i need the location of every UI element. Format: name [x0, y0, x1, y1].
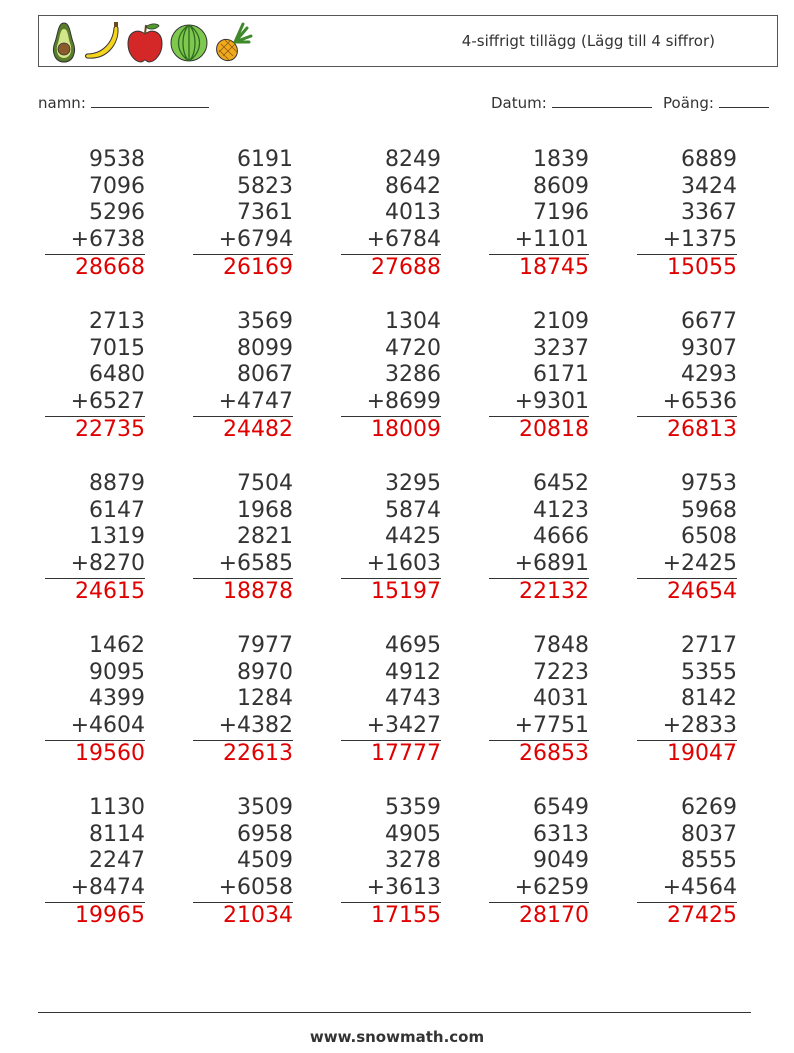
addend: 7977 — [237, 633, 293, 658]
addend: 8067 — [237, 362, 293, 388]
score-blank[interactable] — [719, 93, 769, 108]
addition-problem — [193, 795, 293, 930]
addend: 1319 — [89, 524, 145, 550]
score-field — [663, 93, 769, 112]
addend: 1462 — [89, 633, 145, 658]
addend: 8609 — [533, 173, 589, 199]
addend: 7223 — [533, 659, 589, 685]
answer: 27688 — [371, 254, 441, 280]
addend: +8474 — [45, 875, 145, 903]
answer: 19965 — [75, 902, 145, 928]
date-label: Datum: — [491, 94, 547, 112]
score-label: Poäng: — [663, 94, 714, 112]
name-label: namn: — [38, 94, 86, 112]
addend: +6585 — [193, 551, 293, 579]
addend: +4604 — [45, 713, 145, 741]
addend: 3295 — [385, 471, 441, 496]
addition-problem — [341, 633, 441, 768]
addend: 3237 — [533, 335, 589, 361]
addend: +2833 — [637, 713, 737, 741]
addend: 6452 — [533, 471, 589, 496]
addition-problem — [489, 309, 589, 444]
addend: 7196 — [533, 200, 589, 226]
addend: +6784 — [341, 227, 441, 255]
addend: 8555 — [681, 848, 737, 874]
addend: 8114 — [89, 821, 145, 847]
addition-problem — [637, 795, 737, 930]
addend: 6313 — [533, 821, 589, 847]
addend: 7361 — [237, 200, 293, 226]
addend: 3424 — [681, 173, 737, 199]
addend: 4031 — [533, 686, 589, 712]
addend: 2717 — [681, 633, 737, 658]
addend: 1839 — [533, 147, 589, 172]
addend: 4743 — [385, 686, 441, 712]
addition-problem — [637, 633, 737, 768]
banana-icon — [83, 20, 121, 64]
addend: 1304 — [385, 309, 441, 334]
answer: 21034 — [223, 902, 293, 928]
name-blank[interactable] — [91, 93, 209, 108]
answer: 15197 — [371, 578, 441, 604]
addend: 4905 — [385, 821, 441, 847]
answer: 26813 — [667, 416, 737, 442]
addition-problem — [193, 633, 293, 768]
answer: 18009 — [371, 416, 441, 442]
answer: 22735 — [75, 416, 145, 442]
addend: 2247 — [89, 848, 145, 874]
addend: +8270 — [45, 551, 145, 579]
addend: +6891 — [489, 551, 589, 579]
addend: +6259 — [489, 875, 589, 903]
addend: 7015 — [89, 335, 145, 361]
addend: +2425 — [637, 551, 737, 579]
answer: 17155 — [371, 902, 441, 928]
addition-problem — [489, 147, 589, 282]
answer: 18745 — [519, 254, 589, 280]
addend: +8699 — [341, 389, 441, 417]
addition-problem — [489, 471, 589, 606]
addend: 3367 — [681, 200, 737, 226]
addend: 2713 — [89, 309, 145, 334]
fruit-icons — [49, 20, 253, 64]
addend: 4013 — [385, 200, 441, 226]
addend: +6058 — [193, 875, 293, 903]
name-field — [38, 93, 209, 112]
addition-problem — [637, 147, 737, 282]
answer: 24654 — [667, 578, 737, 604]
addition-problem — [45, 471, 145, 606]
answer: 22132 — [519, 578, 589, 604]
addend: 6147 — [89, 497, 145, 523]
addend: +4747 — [193, 389, 293, 417]
addend: 8142 — [681, 686, 737, 712]
addend: 5296 — [89, 200, 145, 226]
avocado-icon — [49, 20, 79, 64]
addend: 4293 — [681, 362, 737, 388]
addend: +6738 — [45, 227, 145, 255]
addend: +4382 — [193, 713, 293, 741]
answer: 19047 — [667, 740, 737, 766]
addition-problem — [45, 795, 145, 930]
addend: 8099 — [237, 335, 293, 361]
addend: 6677 — [681, 309, 737, 334]
answer: 22613 — [223, 740, 293, 766]
addend: 6191 — [237, 147, 293, 172]
date-blank[interactable] — [552, 93, 652, 108]
addend: 6549 — [533, 795, 589, 820]
addend: +4564 — [637, 875, 737, 903]
addend: 5968 — [681, 497, 737, 523]
answer: 19560 — [75, 740, 145, 766]
addend: 2821 — [237, 524, 293, 550]
addend: +1101 — [489, 227, 589, 255]
addend: 8879 — [89, 471, 145, 496]
addition-problem — [637, 309, 737, 444]
addend: 3286 — [385, 362, 441, 388]
addend: 5359 — [385, 795, 441, 820]
addend: 9307 — [681, 335, 737, 361]
addend: +7751 — [489, 713, 589, 741]
addend: 9753 — [681, 471, 737, 496]
addend: 8037 — [681, 821, 737, 847]
addend: 6958 — [237, 821, 293, 847]
answer: 17777 — [371, 740, 441, 766]
pineapple-icon — [213, 20, 253, 64]
addend: +3427 — [341, 713, 441, 741]
addition-problem — [45, 147, 145, 282]
addend: 6269 — [681, 795, 737, 820]
addend: 4123 — [533, 497, 589, 523]
addend: 4666 — [533, 524, 589, 550]
addend: 4912 — [385, 659, 441, 685]
addend: +9301 — [489, 389, 589, 417]
addition-problem — [193, 309, 293, 444]
addend: 5823 — [237, 173, 293, 199]
addend: 1284 — [237, 686, 293, 712]
apple-icon — [125, 20, 165, 64]
addend: +3613 — [341, 875, 441, 903]
addend: 4509 — [237, 848, 293, 874]
addend: 7848 — [533, 633, 589, 658]
addition-problem — [637, 471, 737, 606]
addition-problem — [341, 309, 441, 444]
addend: 4425 — [385, 524, 441, 550]
answer: 15055 — [667, 254, 737, 280]
addend: 5874 — [385, 497, 441, 523]
answer: 18878 — [223, 578, 293, 604]
answer: 28668 — [75, 254, 145, 280]
addend: 3509 — [237, 795, 293, 820]
addend: +1375 — [637, 227, 737, 255]
addend: 8970 — [237, 659, 293, 685]
addend: 5355 — [681, 659, 737, 685]
addend: +6794 — [193, 227, 293, 255]
addend: +1603 — [341, 551, 441, 579]
addend: +6536 — [637, 389, 737, 417]
answer: 26169 — [223, 254, 293, 280]
addend: 6480 — [89, 362, 145, 388]
addend: 7504 — [237, 471, 293, 496]
addend: 9095 — [89, 659, 145, 685]
addition-problem — [489, 795, 589, 930]
addend: 4720 — [385, 335, 441, 361]
footer-url: www.snowmath.com — [309, 1028, 485, 1046]
addend: 6889 — [681, 147, 737, 172]
addend: +6527 — [45, 389, 145, 417]
addend: 4399 — [89, 686, 145, 712]
addend: 6508 — [681, 524, 737, 550]
addend: 6171 — [533, 362, 589, 388]
header-box — [38, 15, 778, 67]
answer: 20818 — [519, 416, 589, 442]
answer: 26853 — [519, 740, 589, 766]
addend: 1130 — [89, 795, 145, 820]
addend: 1968 — [237, 497, 293, 523]
addition-problem — [45, 633, 145, 768]
addition-problem — [45, 309, 145, 444]
date-field — [491, 93, 652, 112]
addend: 3569 — [237, 309, 293, 334]
addend: 9049 — [533, 848, 589, 874]
addition-problem — [341, 795, 441, 930]
addition-problem — [341, 471, 441, 606]
footer-divider — [38, 1012, 751, 1013]
addition-problem — [193, 147, 293, 282]
answer: 24615 — [75, 578, 145, 604]
addend: 9538 — [89, 147, 145, 172]
addition-problem — [489, 633, 589, 768]
addend: 8249 — [385, 147, 441, 172]
page-title: 4-siffrigt tillägg (Lägg till 4 siffror) — [461, 32, 715, 50]
addition-problem — [341, 147, 441, 282]
answer: 27425 — [667, 902, 737, 928]
addend: 3278 — [385, 848, 441, 874]
answer: 24482 — [223, 416, 293, 442]
addend: 4695 — [385, 633, 441, 658]
watermelon-icon — [169, 20, 209, 64]
addend: 8642 — [385, 173, 441, 199]
answer: 28170 — [519, 902, 589, 928]
addition-problem — [193, 471, 293, 606]
addend: 7096 — [89, 173, 145, 199]
addend: 2109 — [533, 309, 589, 334]
